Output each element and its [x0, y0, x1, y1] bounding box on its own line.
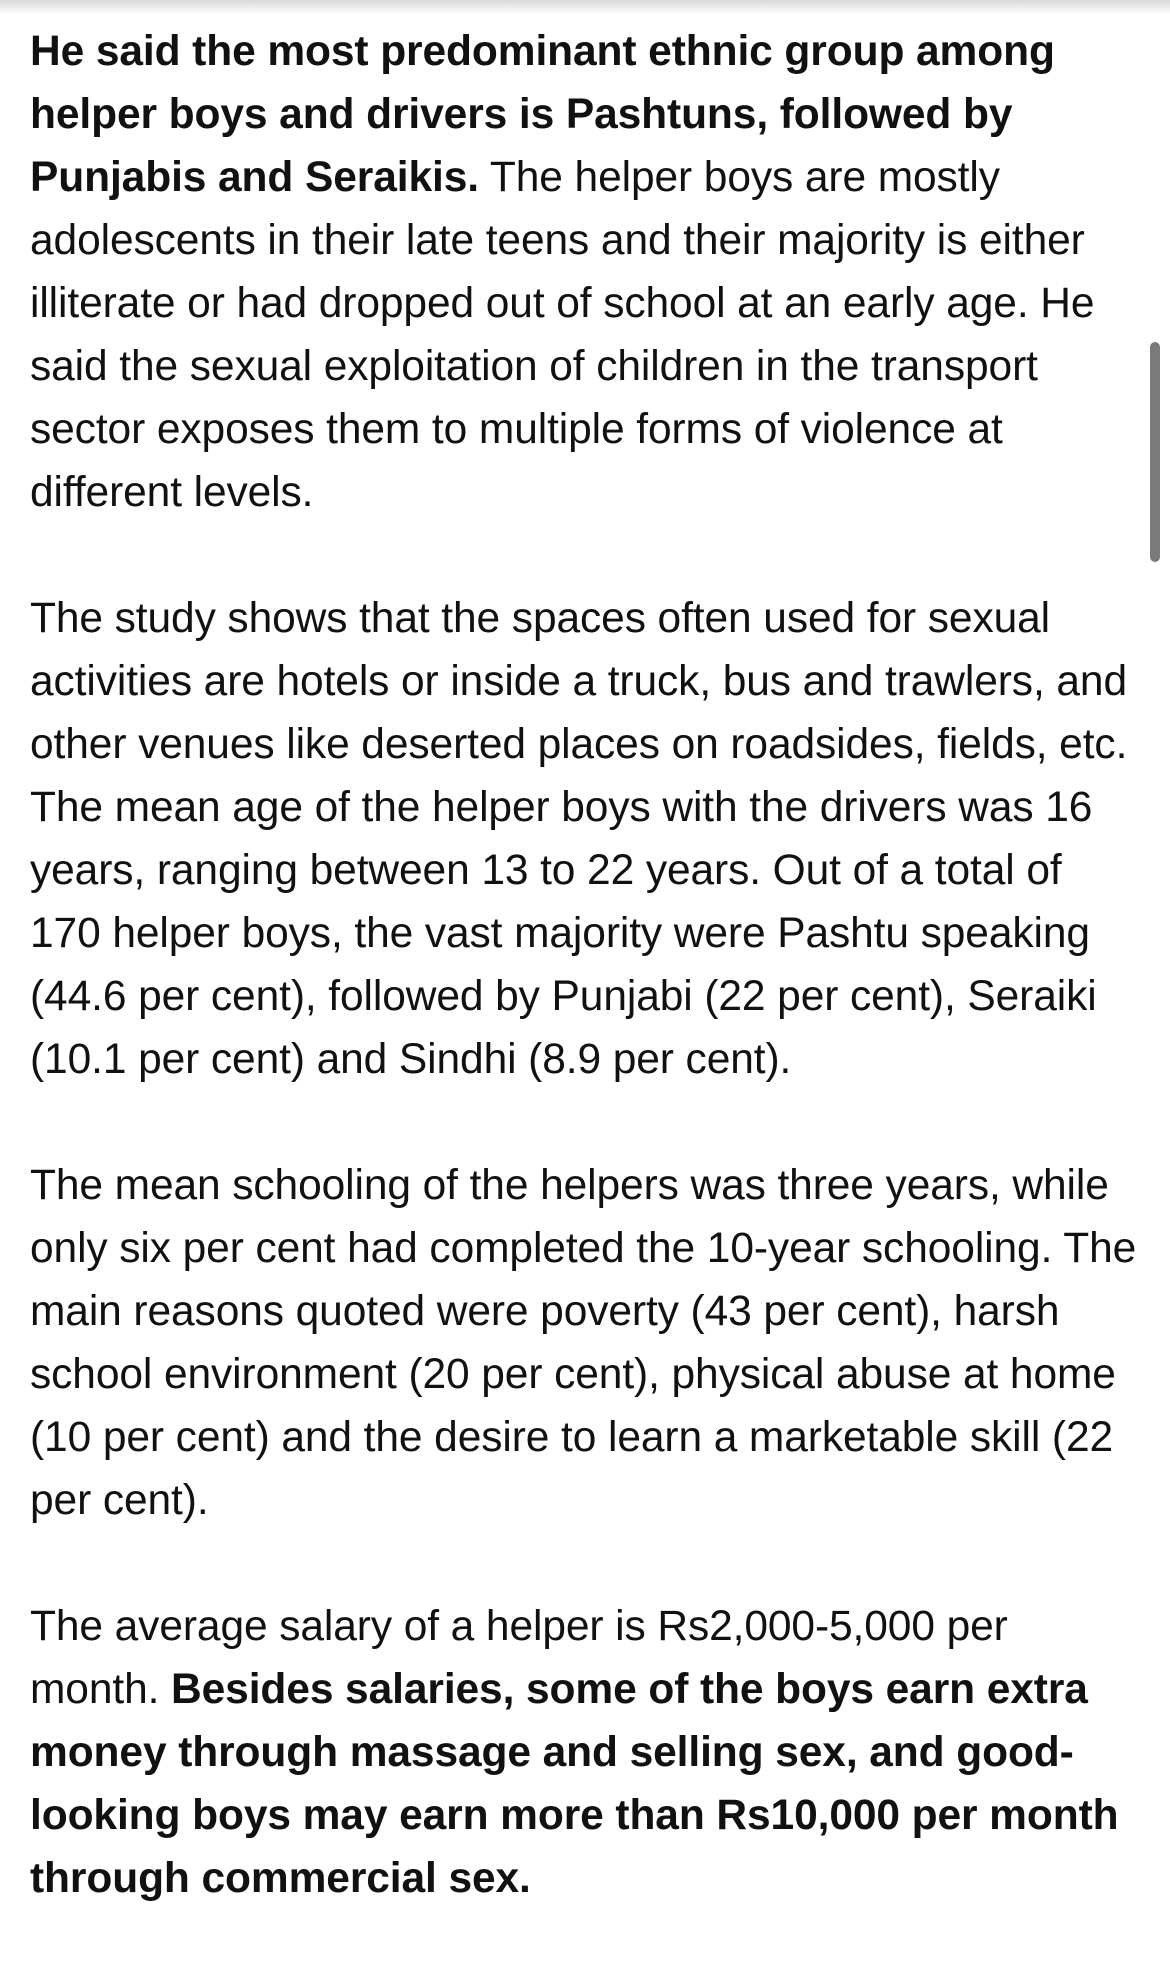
paragraph-study-findings: [30, 587, 1140, 1091]
top-shadow: [0, 0, 1170, 14]
paragraph-salary: [30, 1595, 1140, 1910]
paragraph-bold-tail: Besides salaries, some of the boys earn extra money through massage and selling sex, and good-looking boys may earn more than Rs10,000 per month through commercial sex.: [30, 1666, 1119, 1902]
paragraph-text: The helper boys are mostly adolescents in their late teens and their majority is either illiterate or had dropped out of school at an early age. He said the sexual exploitation of children in the transport sector exposes them to multiple forms of violence at different levels.: [30, 154, 1095, 516]
paragraph-text: The mean schooling of the helpers was three years, while only six per cent had completed the 10-year schooling. The main reasons quoted were poverty (43 per cent), harsh school environment (20 per cent), physical abuse at home (10 per cent) and the desire to learn a marketable skill (22 per cent).: [30, 1162, 1137, 1524]
paragraph-text: The study shows that the spaces often used for sexual activities are hotels or inside a truck, bus and trawlers, and other venues like deserted places on roadsides, fields, etc. The mean age of the helper boys with the drivers was 16 years, ranging between 13 to 22 years. Out of a total of 170 helper boys, the vast majority were Pashtu speaking (44.6 per cent), followed by Punjabi (22 per cent), Seraiki (10.1 per cent) and Sindhi (8.9 per cent).: [30, 595, 1128, 1083]
paragraph-schooling: [30, 1154, 1140, 1532]
paragraph-text: The average salary of a helper is Rs2,000-5,000 per month.: [30, 1603, 1008, 1713]
paragraph-ethnic-groups: [30, 20, 1140, 524]
paragraph-bold-lead: He said the most predominant ethnic group among helper boys and drivers is Pashtuns, followed by Punjabis and Seraikis.: [30, 28, 1055, 201]
article-body: [30, 20, 1140, 1973]
vertical-scrollbar[interactable]: [1150, 342, 1160, 562]
